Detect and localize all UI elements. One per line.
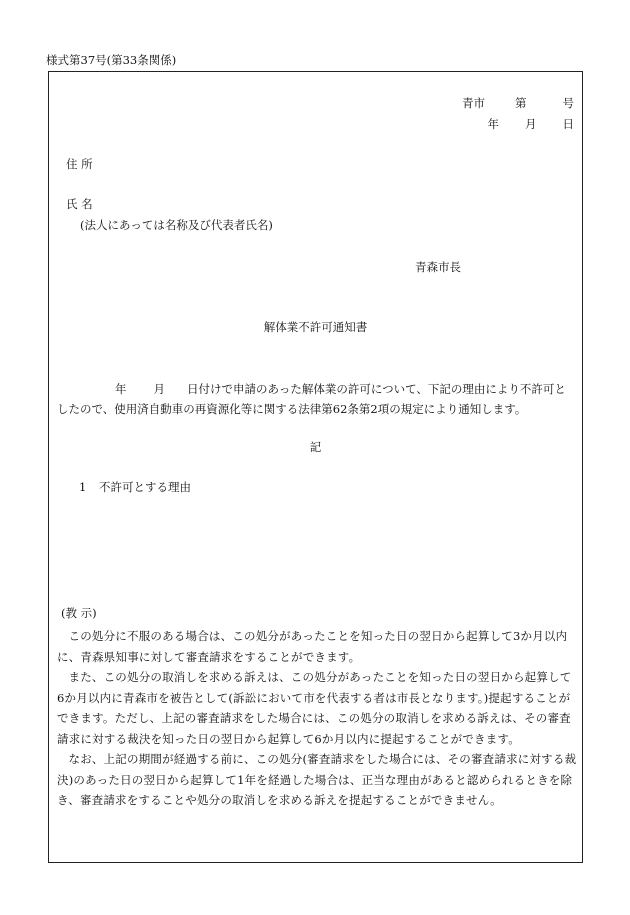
name-label: 氏 名	[66, 197, 93, 211]
document-date-year: 年	[487, 117, 499, 131]
document-date-day: 日	[562, 117, 574, 131]
form-number: 様式第37号(第33条関係)	[46, 53, 177, 67]
document-number	[462, 96, 574, 110]
notice-body-text: 日付けで申請のあった解体業の許可について、下記の理由により不許可としたので、使用済自動車の再資源化等に関する法律第62条第2項の規定により通知します。	[57, 382, 566, 416]
reason-number: 1	[79, 480, 87, 494]
document-number-dai: 第	[515, 96, 527, 110]
notice-body-year: 年	[115, 382, 127, 396]
instruction-body	[57, 626, 577, 811]
address-label: 住 所	[66, 157, 93, 171]
notice-body	[57, 379, 577, 419]
record-label: 記	[309, 440, 322, 454]
name-note: (法人にあっては名称及び代表者氏名)	[80, 218, 273, 232]
document-title: 解体業不許可通知書	[263, 320, 368, 334]
reason-item	[79, 480, 191, 494]
reason-text: 不許可とする理由	[99, 480, 191, 494]
document-number-prefix: 青市	[462, 96, 485, 110]
instruction-paragraph: また、この処分の取消しを求める訴えは、この処分があったことを知った日の翌日から起算して6か月以内に青森市を被告として(訴訟において市を代表する者は市長となります。)提起することができます。ただし、上記の審査請求をした場合には、この処分の取消しを求める訴えは、その審査請求に対する裁決を知った日の翌日から起算して6か月以内に提起することができます。	[57, 670, 572, 746]
document-frame	[48, 71, 583, 863]
document-date-month: 月	[525, 117, 537, 131]
instruction-paragraph: この処分に不服のある場合は、この処分があったことを知った日の翌日から起算して3か月以内に、青森県知事に対して審査請求をすることができます。	[57, 629, 568, 664]
issuer: 青森市長	[415, 260, 461, 274]
instruction-heading: (教 示)	[61, 606, 97, 620]
notice-body-month: 月	[153, 382, 165, 396]
document-number-go: 号	[562, 96, 574, 110]
document-date	[488, 117, 575, 131]
instruction-paragraph: なお、上記の期間が経過する前に、この処分(審査請求をした場合には、その審査請求に対する裁決)のあった日の翌日から起算して1年を経過した場合は、正当な理由があると認められるときを除き、審査請求をすることや処分の取消しを求める訴えを提起することができません。	[57, 752, 577, 807]
